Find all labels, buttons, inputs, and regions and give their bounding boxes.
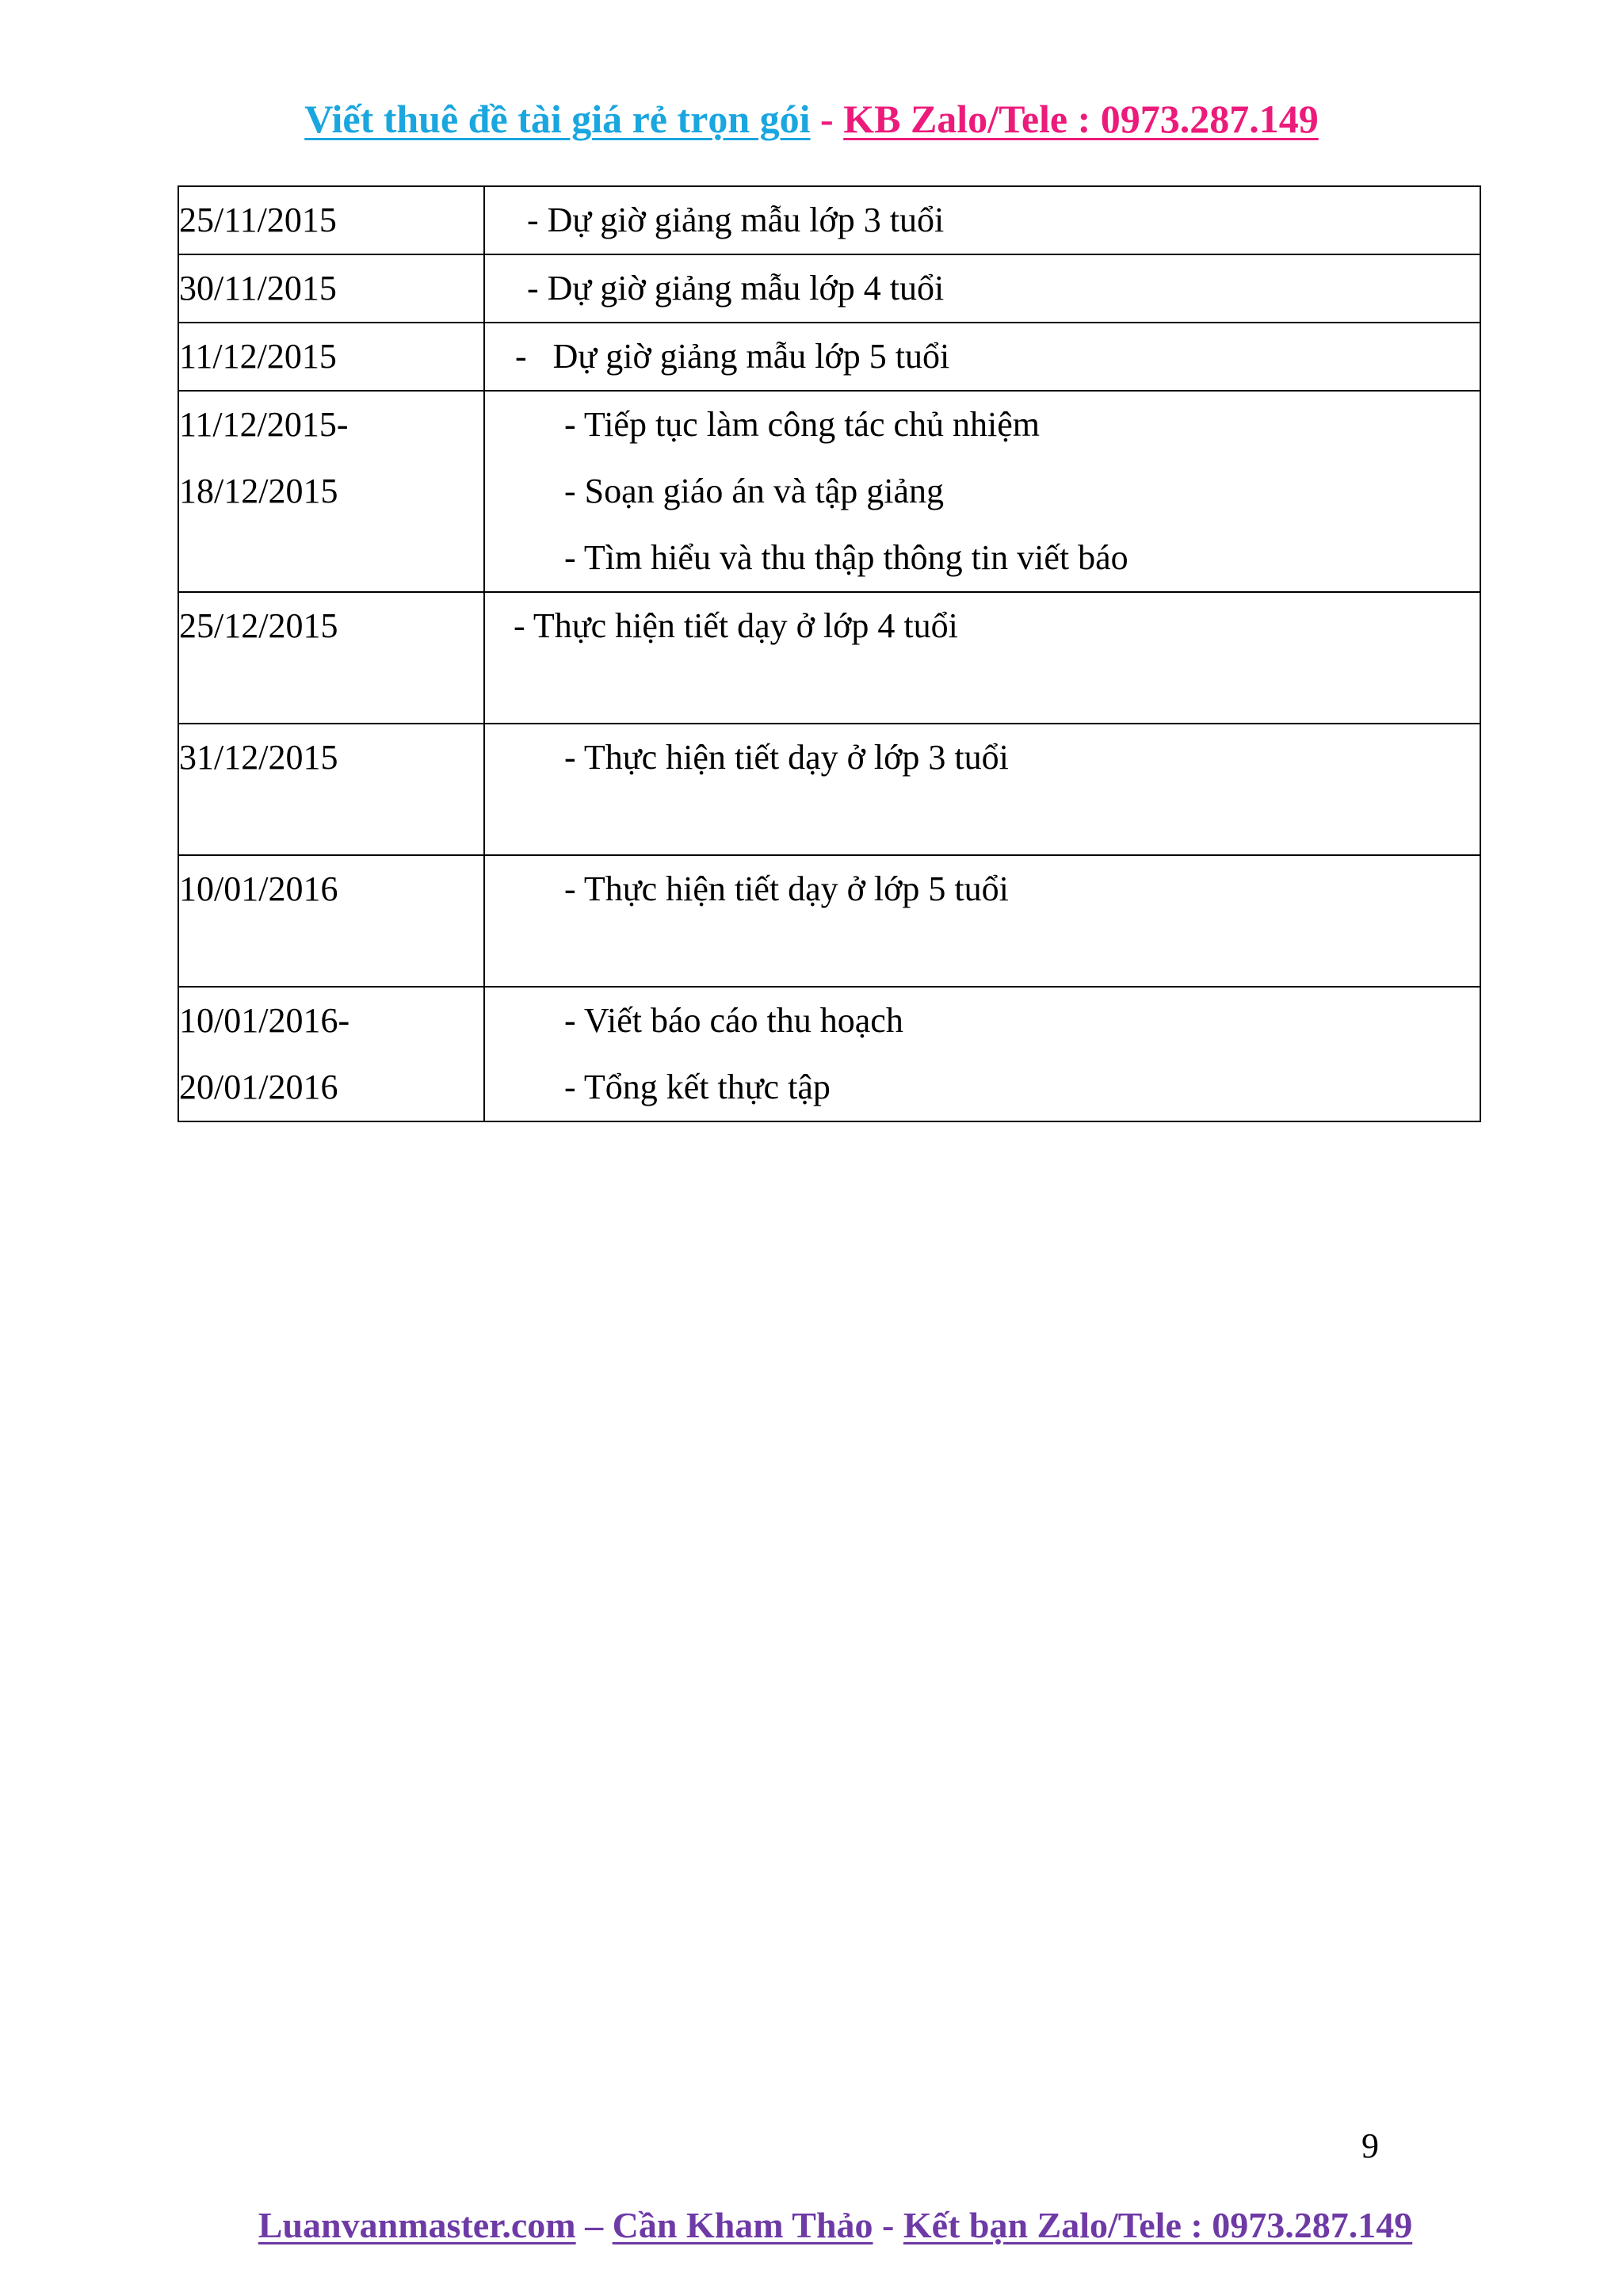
- header-service-link[interactable]: Viết thuê đề tài giá rẻ trọn gói: [304, 97, 811, 141]
- date-cell: [178, 391, 484, 592]
- table-row: [178, 855, 1480, 987]
- task-cell: [484, 592, 1480, 724]
- internship-schedule-table: [178, 185, 1481, 1122]
- date-text: 10/01/2016: [179, 869, 338, 908]
- date-text: 11/12/2015-: [179, 405, 349, 444]
- date-cell: [178, 855, 484, 987]
- date-text: 20/01/2016: [179, 1068, 338, 1106]
- footer-separator: -: [873, 2205, 903, 2245]
- task-cell: [484, 391, 1480, 592]
- task-item: - Dự giờ giảng mẫu lớp 3 tuổi: [527, 201, 945, 239]
- date-cell: [178, 323, 484, 391]
- task-cell: [484, 323, 1480, 391]
- date-cell: [178, 254, 484, 323]
- table-row: [178, 323, 1480, 391]
- date-text: 31/12/2015: [179, 738, 338, 777]
- task-item: - Tổng kết thực tập: [564, 1068, 831, 1106]
- footer-dash: –: [575, 2205, 613, 2245]
- table-row: [178, 724, 1480, 855]
- date-text: 11/12/2015: [179, 337, 337, 376]
- table-row: [178, 391, 1480, 592]
- page-footer: [0, 2202, 1623, 2249]
- footer-contact-link[interactable]: Kết bạn Zalo/Tele : 0973.287.149: [903, 2205, 1413, 2245]
- task-cell: [484, 987, 1480, 1121]
- task-item: - Thực hiện tiết dạy ở lớp 3 tuổi: [564, 738, 1009, 777]
- date-cell: [178, 186, 484, 254]
- date-text: 10/01/2016-: [179, 1001, 350, 1040]
- page-number: 9: [1361, 2126, 1379, 2165]
- date-cell: [178, 724, 484, 855]
- task-cell: [484, 724, 1480, 855]
- footer-site-link[interactable]: Luanvanmaster.com: [258, 2205, 576, 2245]
- table-row: [178, 254, 1480, 323]
- task-cell: [484, 186, 1480, 254]
- footer-author-link[interactable]: Cần Kham Thảo: [612, 2205, 873, 2245]
- date-text: 18/12/2015: [179, 472, 338, 510]
- table-row: [178, 987, 1480, 1121]
- header-separator: -: [810, 97, 844, 141]
- table-row: [178, 592, 1480, 724]
- task-cell: [484, 254, 1480, 323]
- task-cell: [484, 855, 1480, 987]
- task-item: - Viết báo cáo thu hoạch: [564, 1001, 903, 1040]
- task-item: - Tìm hiểu và thu thập thông tin viết báo: [564, 538, 1128, 577]
- task-item: - Thực hiện tiết dạy ở lớp 4 tuổi: [514, 606, 958, 645]
- task-item: - Soạn giáo án và tập giảng: [564, 472, 944, 510]
- task-item: - Thực hiện tiết dạy ở lớp 5 tuổi: [564, 869, 1009, 908]
- date-text: 30/11/2015: [179, 269, 337, 308]
- date-cell: [178, 987, 484, 1121]
- date-text: 25/12/2015: [179, 606, 338, 645]
- task-item: - Dự giờ giảng mẫu lớp 4 tuổi: [527, 269, 945, 308]
- task-item: - Tiếp tục làm công tác chủ nhiệm: [564, 405, 1040, 444]
- date-cell: [178, 592, 484, 724]
- page-header: [0, 94, 1623, 144]
- header-contact-link[interactable]: KB Zalo/Tele : 0973.287.149: [843, 97, 1319, 141]
- task-item: - Dự giờ giảng mẫu lớp 5 tuổi: [515, 337, 950, 376]
- table-row: [178, 186, 1480, 254]
- date-text: 25/11/2015: [179, 201, 337, 239]
